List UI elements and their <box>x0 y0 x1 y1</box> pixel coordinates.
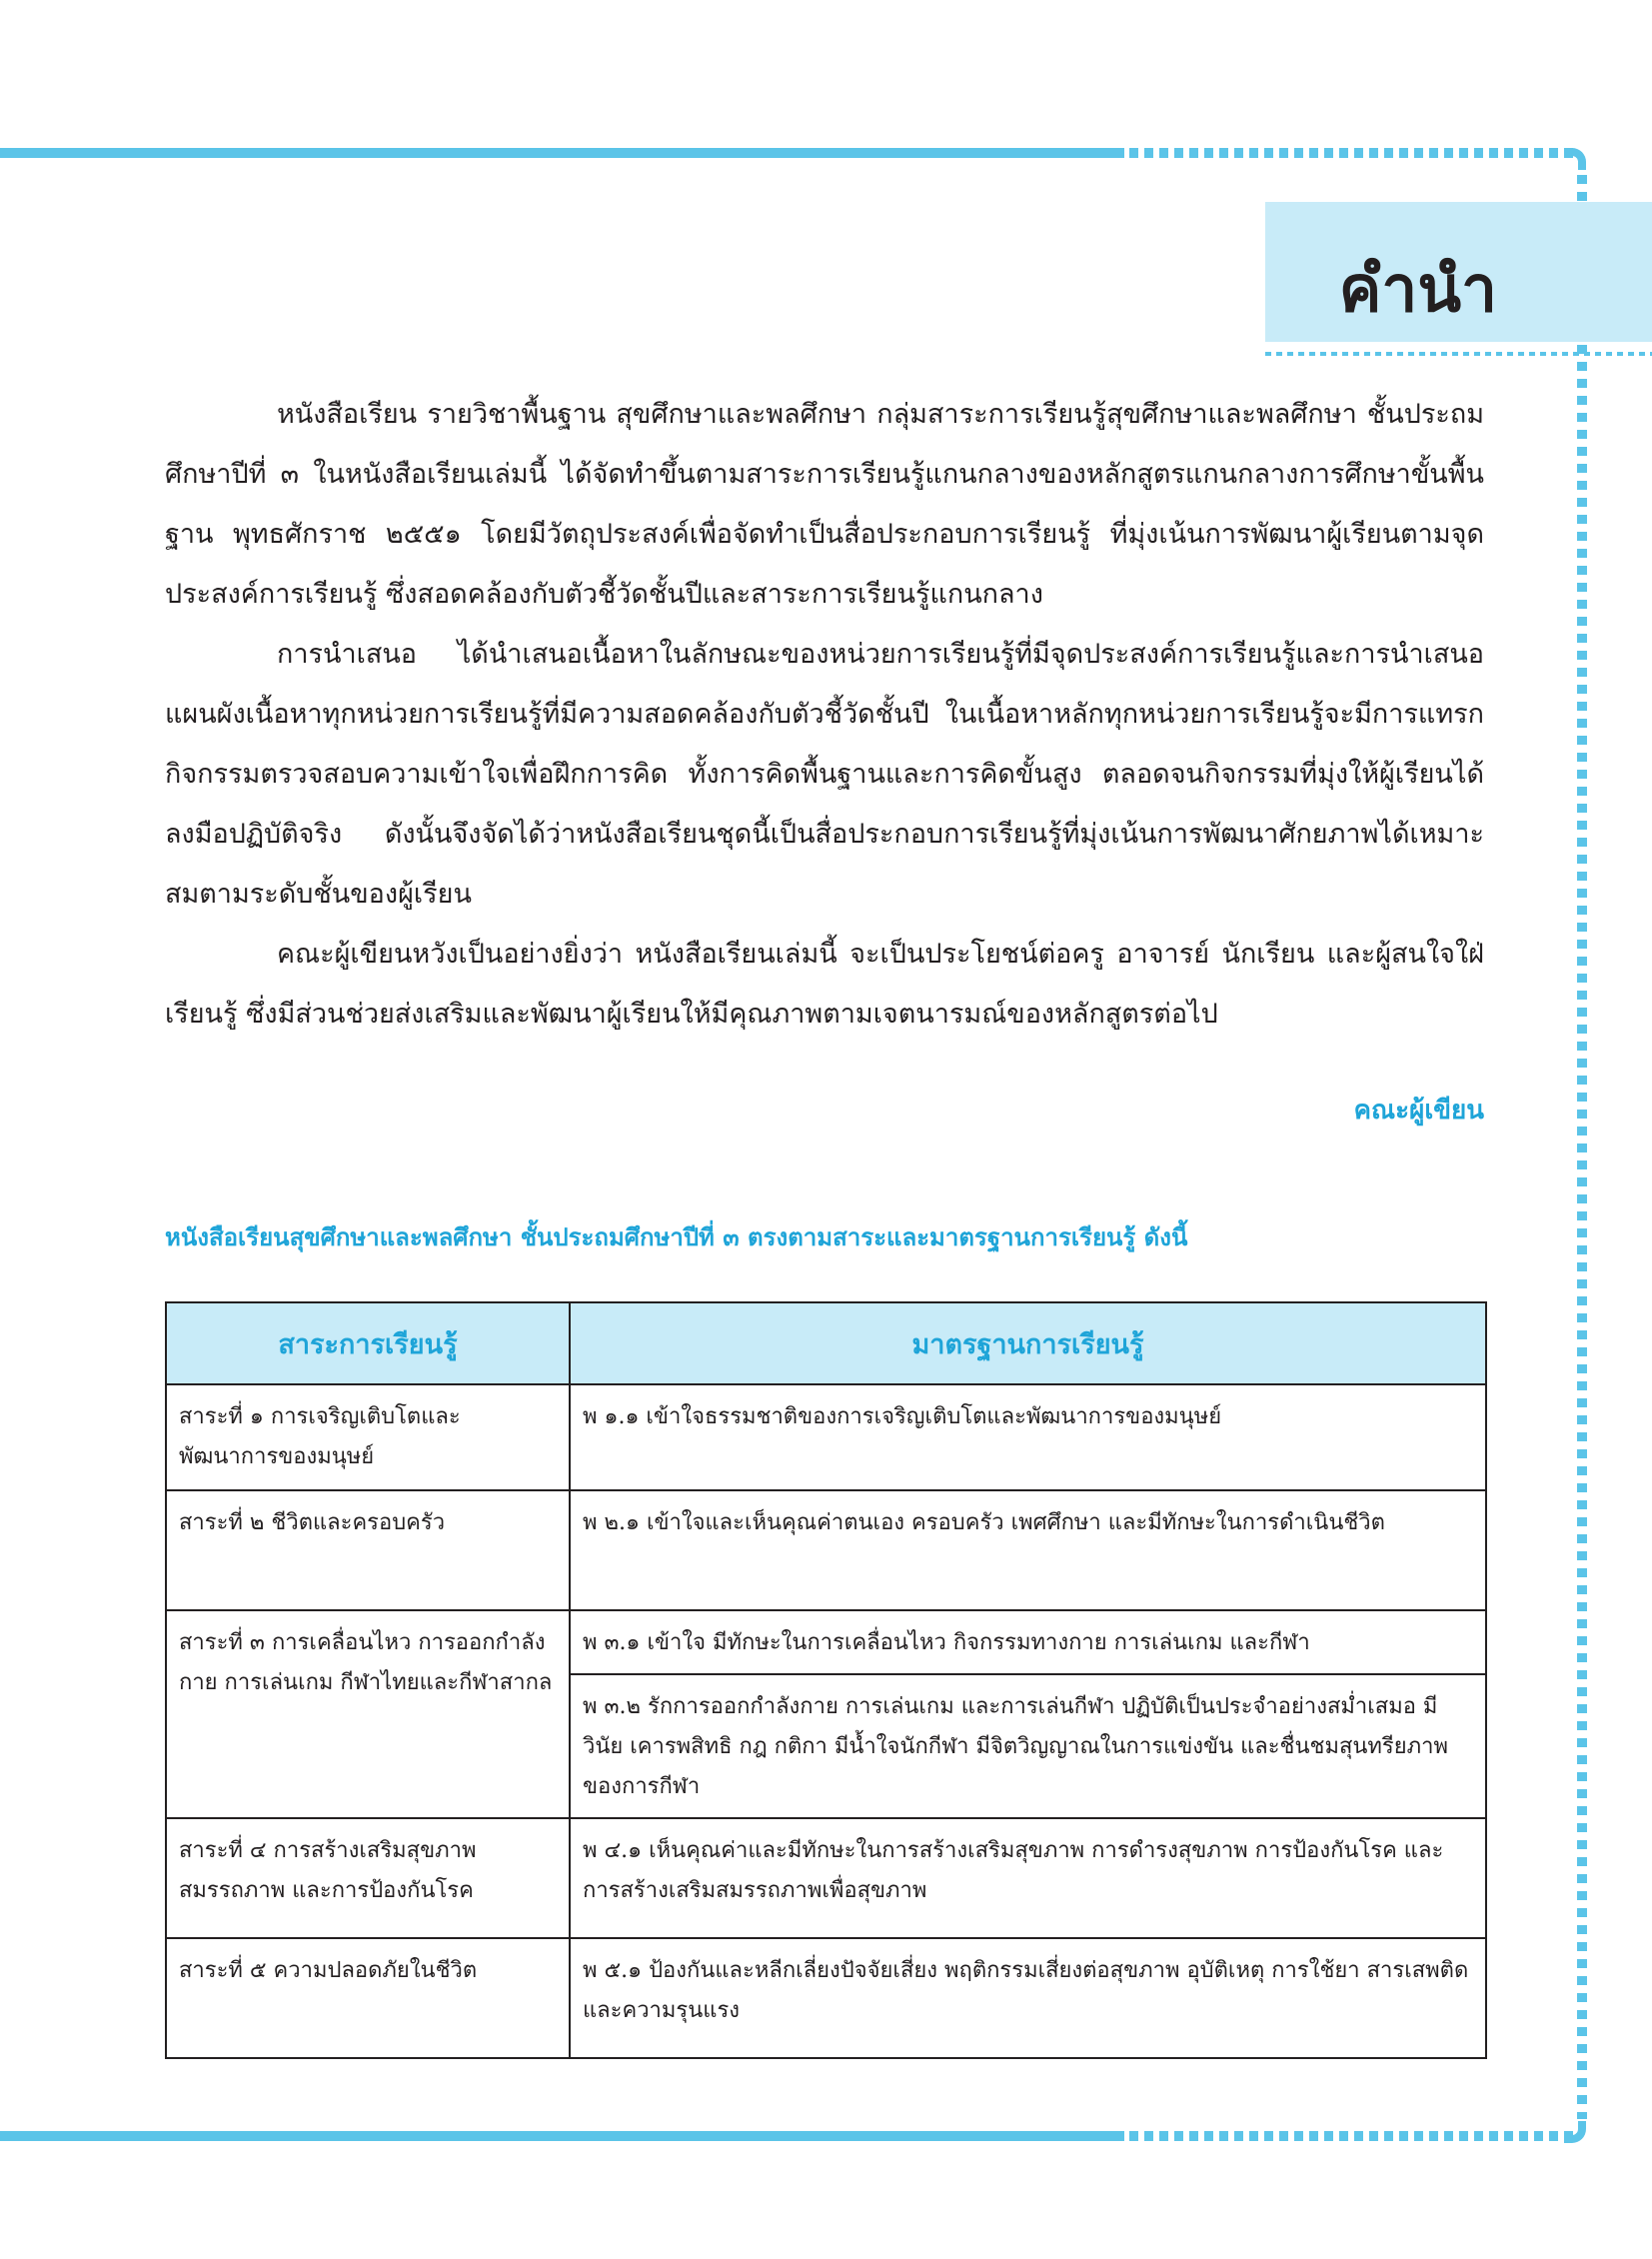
preface-body <box>165 385 1484 1045</box>
standard-cell: พ ๒.๑ เข้าใจและเห็นคุณค่าตนเอง ครอบครัว เพศศึกษา และมีทักษะในการดำเนินชีวิต <box>570 1490 1486 1610</box>
standards-table <box>165 1301 1487 2059</box>
strand-cell: สาระที่ ๔ การสร้างเสริมสุขภาพ สมรรถภาพ และการป้องกันโรค <box>166 1818 570 1938</box>
page-title: คำนำ <box>1338 253 1497 327</box>
top-dotted-border <box>1129 148 1574 158</box>
preface-paragraph-1: หนังสือเรียน รายวิชาพื้นฐาน สุขศึกษาและพลศึกษา กลุ่มสาระการเรียนรู้สุขศึกษาและพลศึกษา ชั้นประถมศึกษาปีที่ ๓ ในหนังสือเรียนเล่มนี้ ได้จัดทำขึ้นตามสาระการเรียนรู้แกนกลางของหลักสูตรแกนกลางการศึกษาขั้นพื้นฐาน พุทธศักราช ๒๕๕๑ โดยมีวัตถุประสงค์เพื่อจัดทำเป็นสื่อประกอบการเรียนรู้ ที่มุ่งเน้นการพัฒนาผู้เรียนตามจุดประสงค์การเรียนรู้ ซึ่งสอดคล้องกับตัวชี้วัดชั้นปีและสาระการเรียนรู้แกนกลาง <box>165 399 1484 610</box>
header-standard: มาตรฐานการเรียนรู้ <box>570 1302 1486 1384</box>
standard-cell: พ ๓.๑ เข้าใจ มีทักษะในการเคลื่อนไหว กิจกรรมทางกาย การเล่นเกม และกีฬา <box>570 1610 1486 1674</box>
right-dotted-border <box>1577 175 1587 2119</box>
table-row <box>166 1490 1486 1610</box>
table-row <box>166 1384 1486 1490</box>
table-header-row <box>166 1302 1486 1384</box>
top-border-bar <box>0 148 1124 158</box>
table-row <box>166 1610 1486 1674</box>
top-right-corner <box>1564 148 1586 170</box>
strand-cell: สาระที่ ๕ ความปลอดภัยในชีวิต <box>166 1938 570 2058</box>
bottom-dotted-border <box>1129 2131 1574 2141</box>
preface-paragraph-2: การนำเสนอ ได้นำเสนอเนื้อหาในลักษณะของหน่วยการเรียนรู้ที่มีจุดประสงค์การเรียนรู้และการนำเสนอแผนผังเนื้อหาทุกหน่วยการเรียนรู้ที่มีความสอดคล้องกับตัวชี้วัดชั้นปี ในเนื้อหาหลักทุกหน่วยการเรียนรู้จะมีการแทรกกิจกรรมตรวจสอบความเข้าใจเพื่อฝึกการคิด ทั้งการคิดพื้นฐานและการคิดขั้นสูง ตลอดจนกิจกรรมที่มุ่งให้ผู้เรียนได้ลงมือปฏิบัติจริง ดังนั้นจึงจัดได้ว่าหนังสือเรียนชุดนี้เป็นสื่อประกอบการเรียนรู้ที่มุ่งเน้นการพัฒนาศักยภาพได้เหมาะสมตามระดับชั้นของผู้เรียน <box>165 639 1484 910</box>
standard-cell: พ ๕.๑ ป้องกันและหลีกเลี่ยงปัจจัยเสี่ยง พฤติกรรมเสี่ยงต่อสุขภาพ อุบัติเหตุ การใช้ยา สารเสพติด และความรุนแรง <box>570 1938 1486 2058</box>
title-underline-dots <box>1265 352 1652 356</box>
table-row <box>166 1818 1486 1938</box>
strand-cell: สาระที่ ๒ ชีวิตและครอบครัว <box>166 1490 570 1610</box>
standards-subheading: หนังสือเรียนสุขศึกษาและพลศึกษา ชั้นประถมศึกษาปีที่ ๓ ตรงตามสาระและมาตรฐานการเรียนรู้ ดังนี้ <box>165 1223 1188 1251</box>
strand-cell: สาระที่ ๓ การเคลื่อนไหว การออกกำลังกาย การเล่นเกม กีฬาไทยและกีฬาสากล <box>166 1610 570 1818</box>
preface-paragraph-3: คณะผู้เขียนหวังเป็นอย่างยิ่งว่า หนังสือเรียนเล่มนี้ จะเป็นประโยชน์ต่อครู อาจารย์ นักเรียน และผู้สนใจใฝ่เรียนรู้ ซึ่งมีส่วนช่วยส่งเสริมและพัฒนาผู้เรียนให้มีคุณภาพตามเจตนารมณ์ของหลักสูตรต่อไป <box>165 939 1484 1030</box>
strand-cell: สาระที่ ๑ การเจริญเติบโตและพัฒนาการของมนุษย์ <box>166 1384 570 1490</box>
standard-cell: พ ๑.๑ เข้าใจธรรมชาติของการเจริญเติบโตและพัฒนาการของมนุษย์ <box>570 1384 1486 1490</box>
bottom-border-bar <box>0 2131 1124 2141</box>
standard-cell: พ ๔.๑ เห็นคุณค่าและมีทักษะในการสร้างเสริมสุขภาพ การดำรงสุขภาพ การป้องกันโรค และการสร้างเสริมสมรรถภาพเพื่อสุขภาพ <box>570 1818 1486 1938</box>
table-row <box>166 1938 1486 2058</box>
standard-cell: พ ๓.๒ รักการออกกำลังกาย การเล่นเกม และการเล่นกีฬา ปฏิบัติเป็นประจำอย่างสม่ำเสมอ มีวินัย เคารพสิทธิ กฎ กติกา มีน้ำใจนักกีฬา มีจิตวิญญาณในการแข่งขัน และชื่นชมสุนทรียภาพของการกีฬา <box>570 1674 1486 1818</box>
header-strand: สาระการเรียนรู้ <box>166 1302 570 1384</box>
author-signature: คณะผู้เขียน <box>1353 1096 1484 1126</box>
